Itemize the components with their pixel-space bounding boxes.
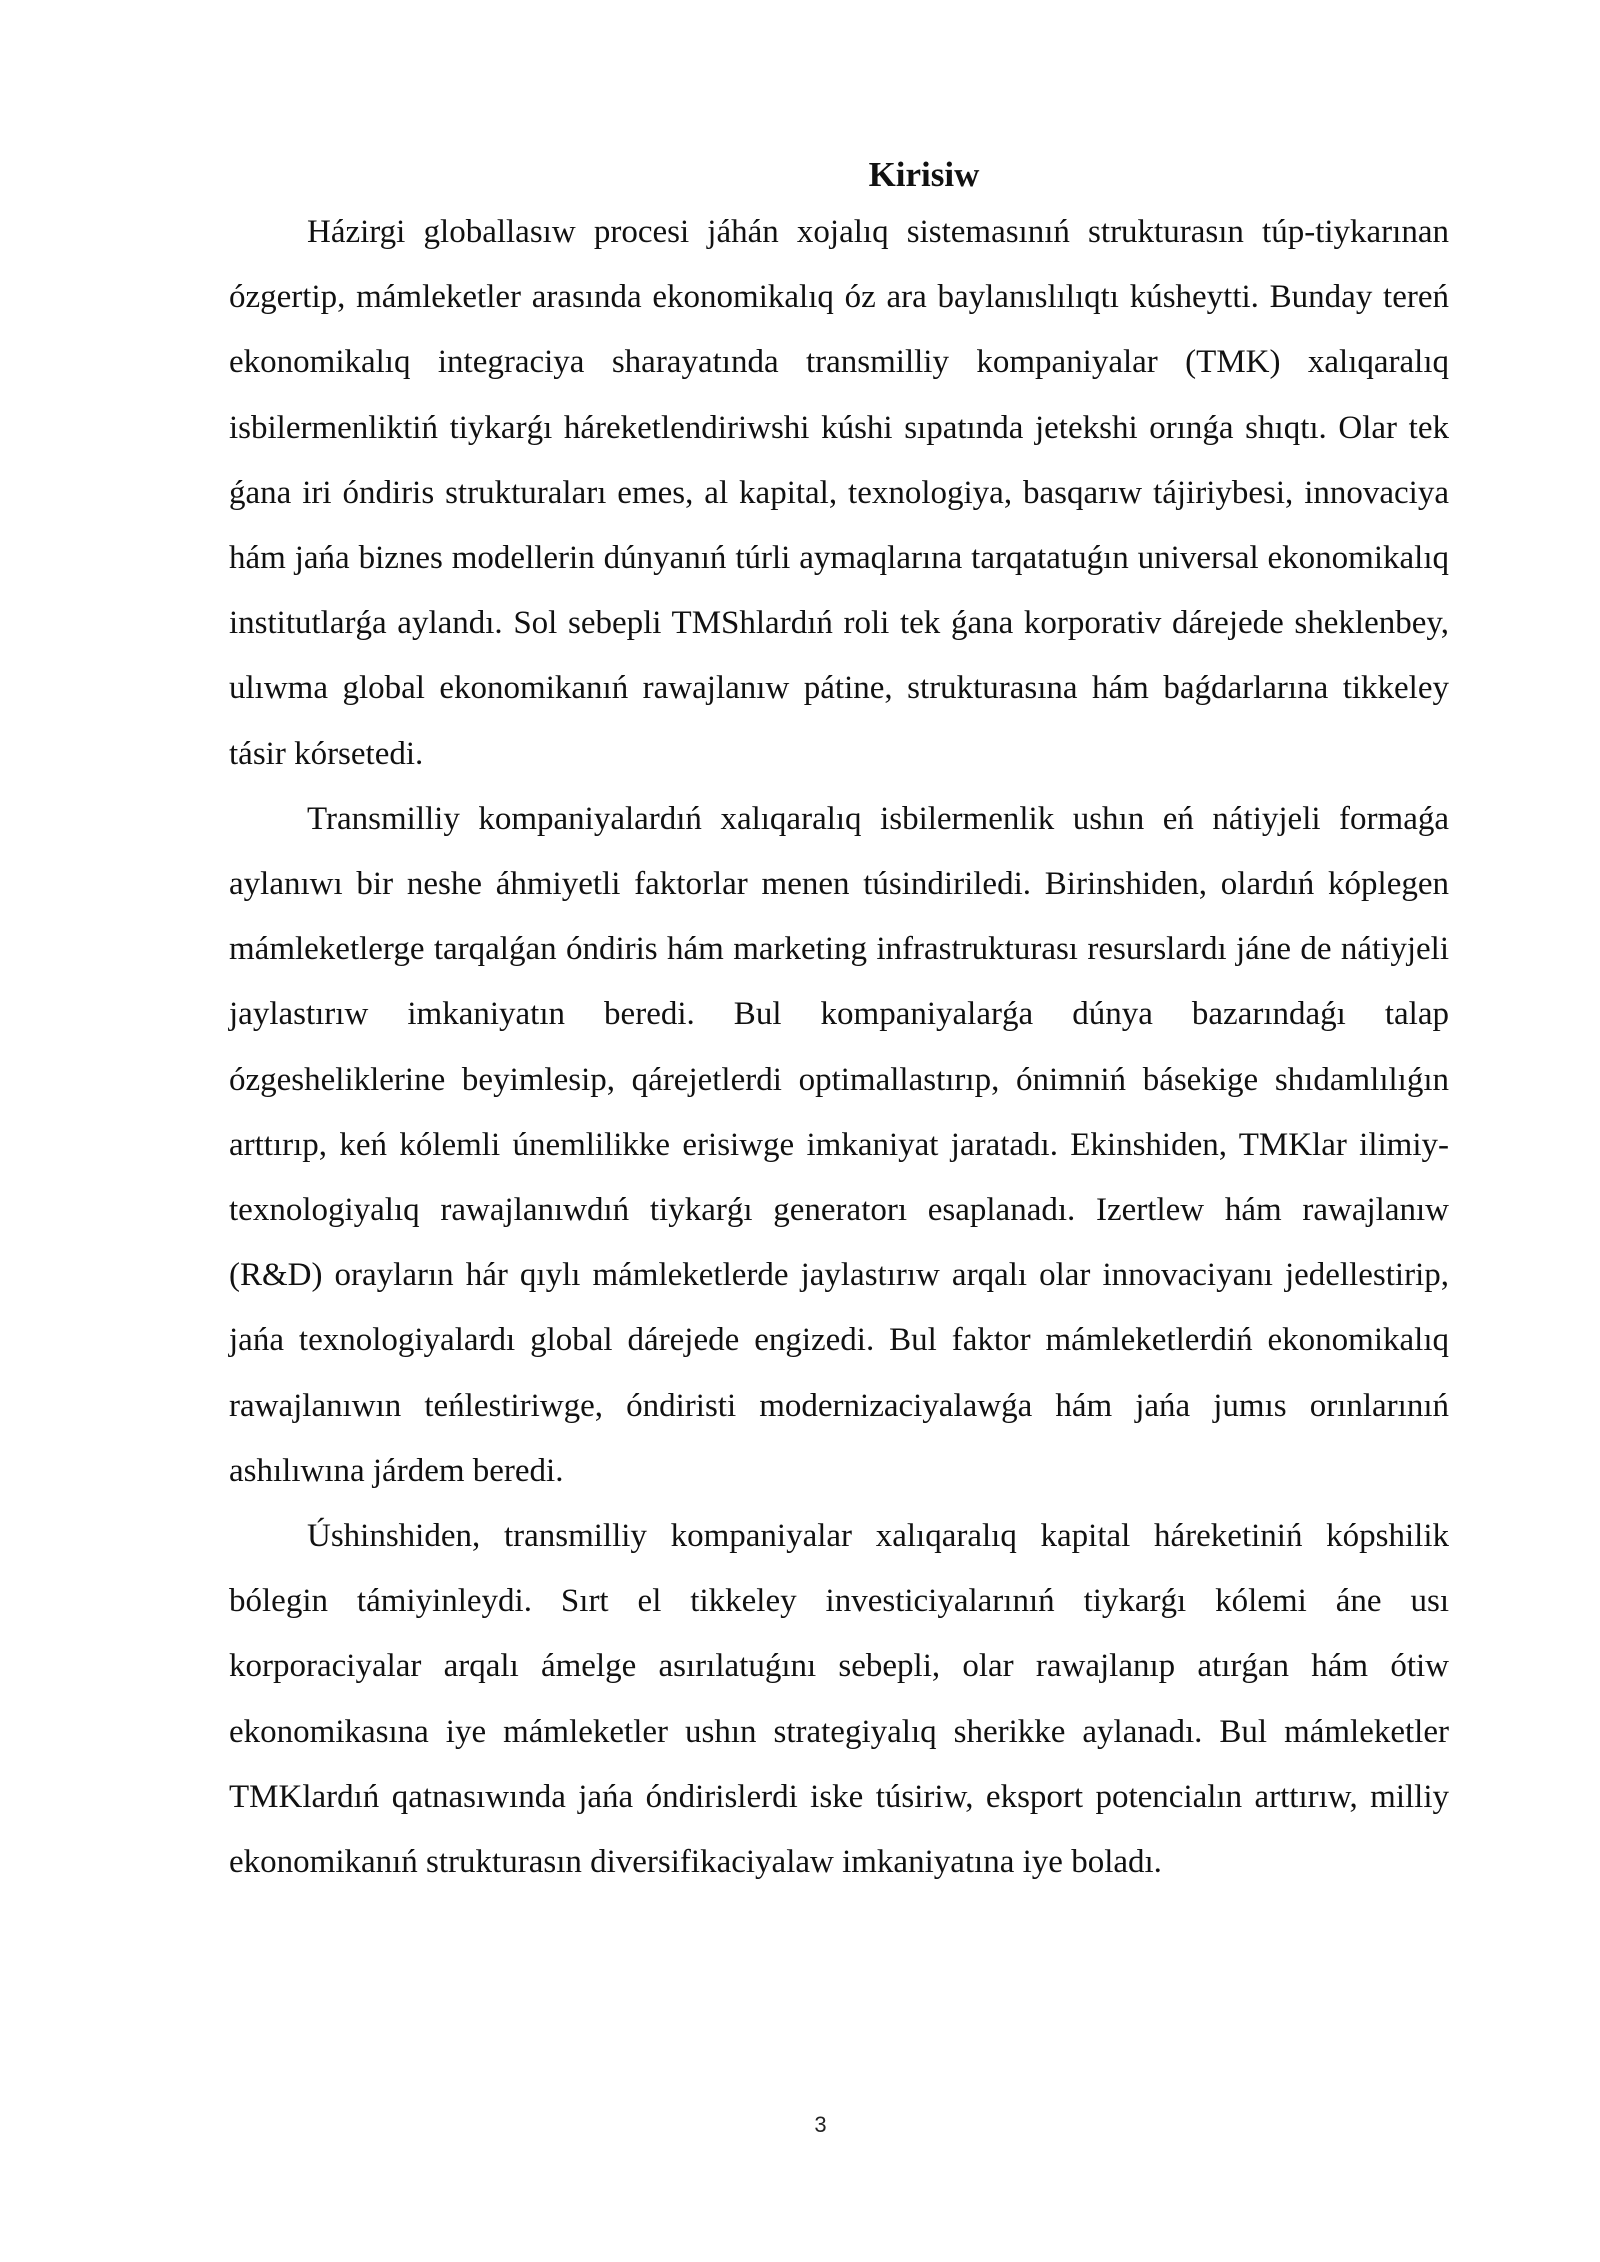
section-heading: Kirisiw (868, 155, 980, 194)
paragraph-1: Házirgi globallasıw procesi jáhán xojalıq sistemasınıń strukturasın túp-tiykarınan ózgertip, mámleketler arasında ekonomikalıq óz ara baylanıslılıqtı kúsheytti. Bunday tereń ekonomikalıq integraciya sharayatında transmilliy kompaniyalar (TMK) xalıqaralıq isbilermenliktiń tiykarǵı háreketlendiriwshi kúshi sıpatında jetekshi orınǵa shıqtı. Olar tek ǵana iri óndiris strukturaları emes, al kapital, texnologiya, basqarıw tájiriybesi, innovaciya hám jańa biznes modellerin dúnyanıń túrli aymaqlarına tarqatatuǵın universal ekonomikalıq institutlarǵa aylandı. Sol sebepli TMShlardıń roli tek ǵana korporativ dárejede sheklenbey, ulıwma global ekonomikanıń rawajlanıw pátine, strukturasına hám baǵdarlarına tikkeley tásir kórsetedi. (229, 214, 1449, 772)
paragraph-2: Transmilliy kompaniyalardıń xalıqaralıq isbilermenlik ushın eń nátiyjeli formaǵa aylanıwı bir neshe áhmiyetli faktorlar menen túsindiriledi. Birinshiden, olardıń kóplegen mámleketlerge tarqalǵan óndiris hám marketing infrastrukturası resurslardı jáne de nátiyjeli jaylastırıw imkaniyatın beredi. Bul kompaniyalarǵa dúnya bazarındaǵı talap ózgesheliklerine beyimlesip, qárejetlerdi optimallastırıp, ónimniń básekige shıdamlılıǵın arttırıp, keń kólemli únemlilikke erisiwge imkaniyat jaratadı. Ekinshiden, TMKlar ilimiy-texnologiyalıq rawajlanıwdıń tiykarǵı generatorı esaplanadı. Izertlew hám rawajlanıw (R&D) orayların hár qıylı mámleketlerde jaylastırıw arqalı olar innovaciyanı jedellestirip, jańa texnologiyalardı global dárejede engizedi. Bul faktor mámleketlerdiń ekonomikalıq rawajlanıwın teńlestiriwge, óndiristi modernizaciyalawǵa hám jańa jumıs orınlarınıń ashılıwına járdem beredi. (229, 800, 1449, 1489)
paragraph-3: Úshinshiden, transmilliy kompaniyalar xalıqaralıq kapital háreketiniń kópshilik bólegin támiyinleydi. Sırt el tikkeley investiciyalarınıń tiykarǵı kólemi áne usı korporaciyalar arqalı ámelge asırılatuǵını sebepli, olar rawajlanıp atırǵan hám ótiw ekonomikasına iye mámleketler ushın strategiyalıq sherikke aylanadı. Bul mámleketler TMKlardıń qatnasıwında jańa óndirislerdi iske túsiriw, eksport potencialın arttırıw, milliy ekonomikanıń strukturasın diversifikaciyalaw imkaniyatına iye boladı. (229, 1518, 1449, 1881)
page-content (229, 150, 1449, 1895)
page-number: 3 (814, 2112, 827, 2137)
